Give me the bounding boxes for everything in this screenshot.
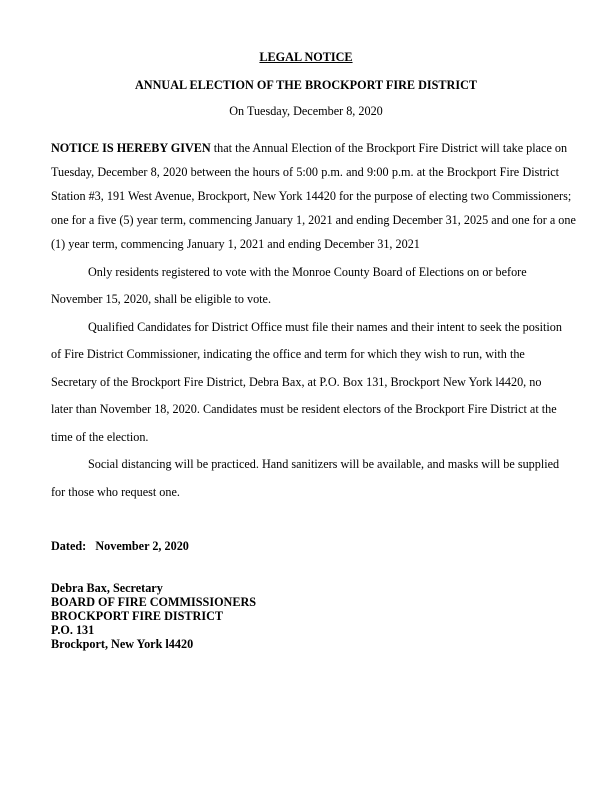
paragraph-line: of Fire District Commissioner, indicating the office and term for which they wish to run, with the bbox=[51, 347, 525, 361]
dated-value: November 2, 2020 bbox=[95, 539, 189, 553]
signer-city: Brockport, New York l4420 bbox=[51, 637, 194, 651]
signer-district: BROCKPORT FIRE DISTRICT bbox=[51, 609, 224, 623]
paragraph-line: Only residents registered to vote with the Monroe County Board of Elections on or before bbox=[88, 265, 527, 279]
paragraph-line bbox=[51, 141, 568, 155]
paragraph-line: later than November 18, 2020. Candidates must be resident electors of the Brockport Fire District at the bbox=[51, 402, 557, 416]
paragraph-line: one for a five (5) year term, commencing January 1, 2021 and ending December 31, 2025 and one for a one bbox=[51, 213, 576, 227]
paragraph-line: (1) year term, commencing January 1, 2021 and ending December 31, 2021 bbox=[51, 237, 420, 251]
paragraph-line: Station #3, 191 West Avenue, Brockport, New York 14420 for the purpose of electing two Commissioners; bbox=[51, 189, 572, 203]
paragraph-line: Secretary of the Brockport Fire District, Debra Bax, at P.O. Box 131, Brockport New York l4420, no bbox=[51, 375, 542, 389]
paragraph-line: for those who request one. bbox=[51, 485, 180, 499]
notice-lead-bold: NOTICE IS HEREBY GIVEN bbox=[51, 141, 211, 155]
notice-subtitle: ANNUAL ELECTION OF THE BROCKPORT FIRE DISTRICT bbox=[134, 78, 477, 92]
signer-board: BOARD OF FIRE COMMISSIONERS bbox=[51, 595, 257, 609]
paragraph-line: Social distancing will be practiced. Hand sanitizers will be available, and masks will be supplied bbox=[88, 457, 560, 471]
election-date-line: On Tuesday, December 8, 2020 bbox=[229, 104, 383, 118]
paragraph-line: time of the election. bbox=[51, 430, 149, 444]
signer-name: Debra Bax, Secretary bbox=[51, 581, 163, 595]
signer-po-box: P.O. 131 bbox=[51, 623, 95, 637]
paragraph-line: November 15, 2020, shall be eligible to vote. bbox=[51, 292, 272, 306]
dated-label: Dated: bbox=[51, 539, 87, 553]
notice-title: LEGAL NOTICE bbox=[259, 50, 353, 64]
paragraph-line: Tuesday, December 8, 2020 between the hours of 5:00 p.m. and 9:00 p.m. at the Brockport Fire District bbox=[51, 165, 559, 179]
paragraph-text: that the Annual Election of the Brockport Fire District will take place on bbox=[210, 141, 568, 155]
paragraph-line: Qualified Candidates for District Office must file their names and their intent to seek the position bbox=[88, 320, 562, 334]
dated-line bbox=[51, 540, 189, 554]
